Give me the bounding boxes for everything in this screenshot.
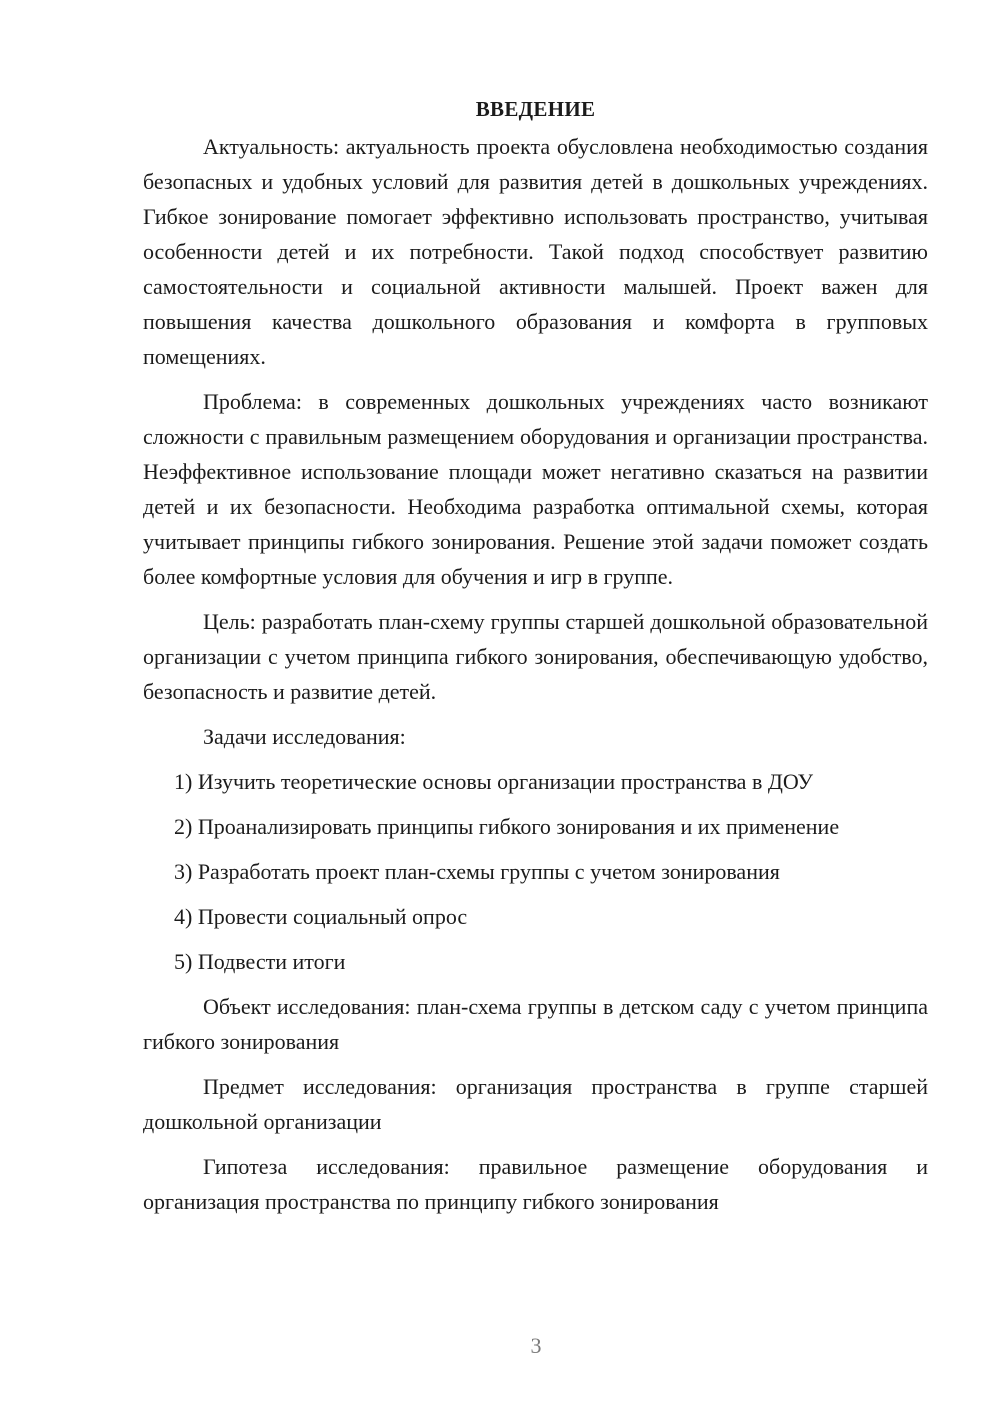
problem-paragraph: Проблема: в современных дошкольных учреждениях часто возникают сложности с правильным размещением оборудования и организации пространства. Неэффективное использование площади может негативно сказаться на развитии детей и их безопасности. Необходима разработка оптимальной схемы, которая учитывает принципы гибкого зонирования. Решение этой задачи поможет создать более комфортные условия для обучения и игр в группе. [143, 389, 928, 589]
list-item: 5) Подвести итоги [174, 949, 346, 974]
relevance-paragraph: Актуальность: актуальность проекта обусловлена необходимостью создания безопасных и удобных условий для развития детей в дошкольных учреждениях. Гибкое зонирование помогает эффективно использовать пространство, учитывая особенности детей и их потребности. Такой подход способствует развитию самостоятельности и социальной активности малышей. Проект важен для повышения качества дошкольного образования и комфорта в групповых помещениях. [143, 134, 928, 369]
list-item: 4) Провести социальный опрос [174, 904, 468, 929]
subject-paragraph: Предмет исследования: организация пространства в группе старшей дошкольной организации [143, 1074, 928, 1134]
goal-paragraph: Цель: разработать план-схему группы старшей дошкольной образовательной организации с учетом принципа гибкого зонирования, обеспечивающую удобство, безопасность и развитие детей. [143, 609, 928, 704]
list-item: 2) Проанализировать принципы гибкого зонирования и их применение [174, 814, 840, 839]
list-item: 1) Изучить теоретические основы организации пространства в ДОУ [174, 769, 814, 794]
page-title: ВВЕДЕНИЕ [475, 97, 596, 121]
tasks-list [143, 764, 928, 979]
tasks-heading: Задачи исследования: [203, 724, 406, 749]
object-paragraph: Объект исследования: план-схема группы в детском саду с учетом принципа гибкого зонирования [143, 994, 928, 1054]
page-content [143, 92, 928, 1229]
hypothesis-paragraph: Гипотеза исследования: правильное размещение оборудования и организация пространства по принципу гибкого зонирования [143, 1154, 928, 1214]
list-item: 3) Разработать проект план-схемы группы с учетом зонирования [174, 859, 780, 884]
page-number: 3 [530, 1333, 542, 1358]
